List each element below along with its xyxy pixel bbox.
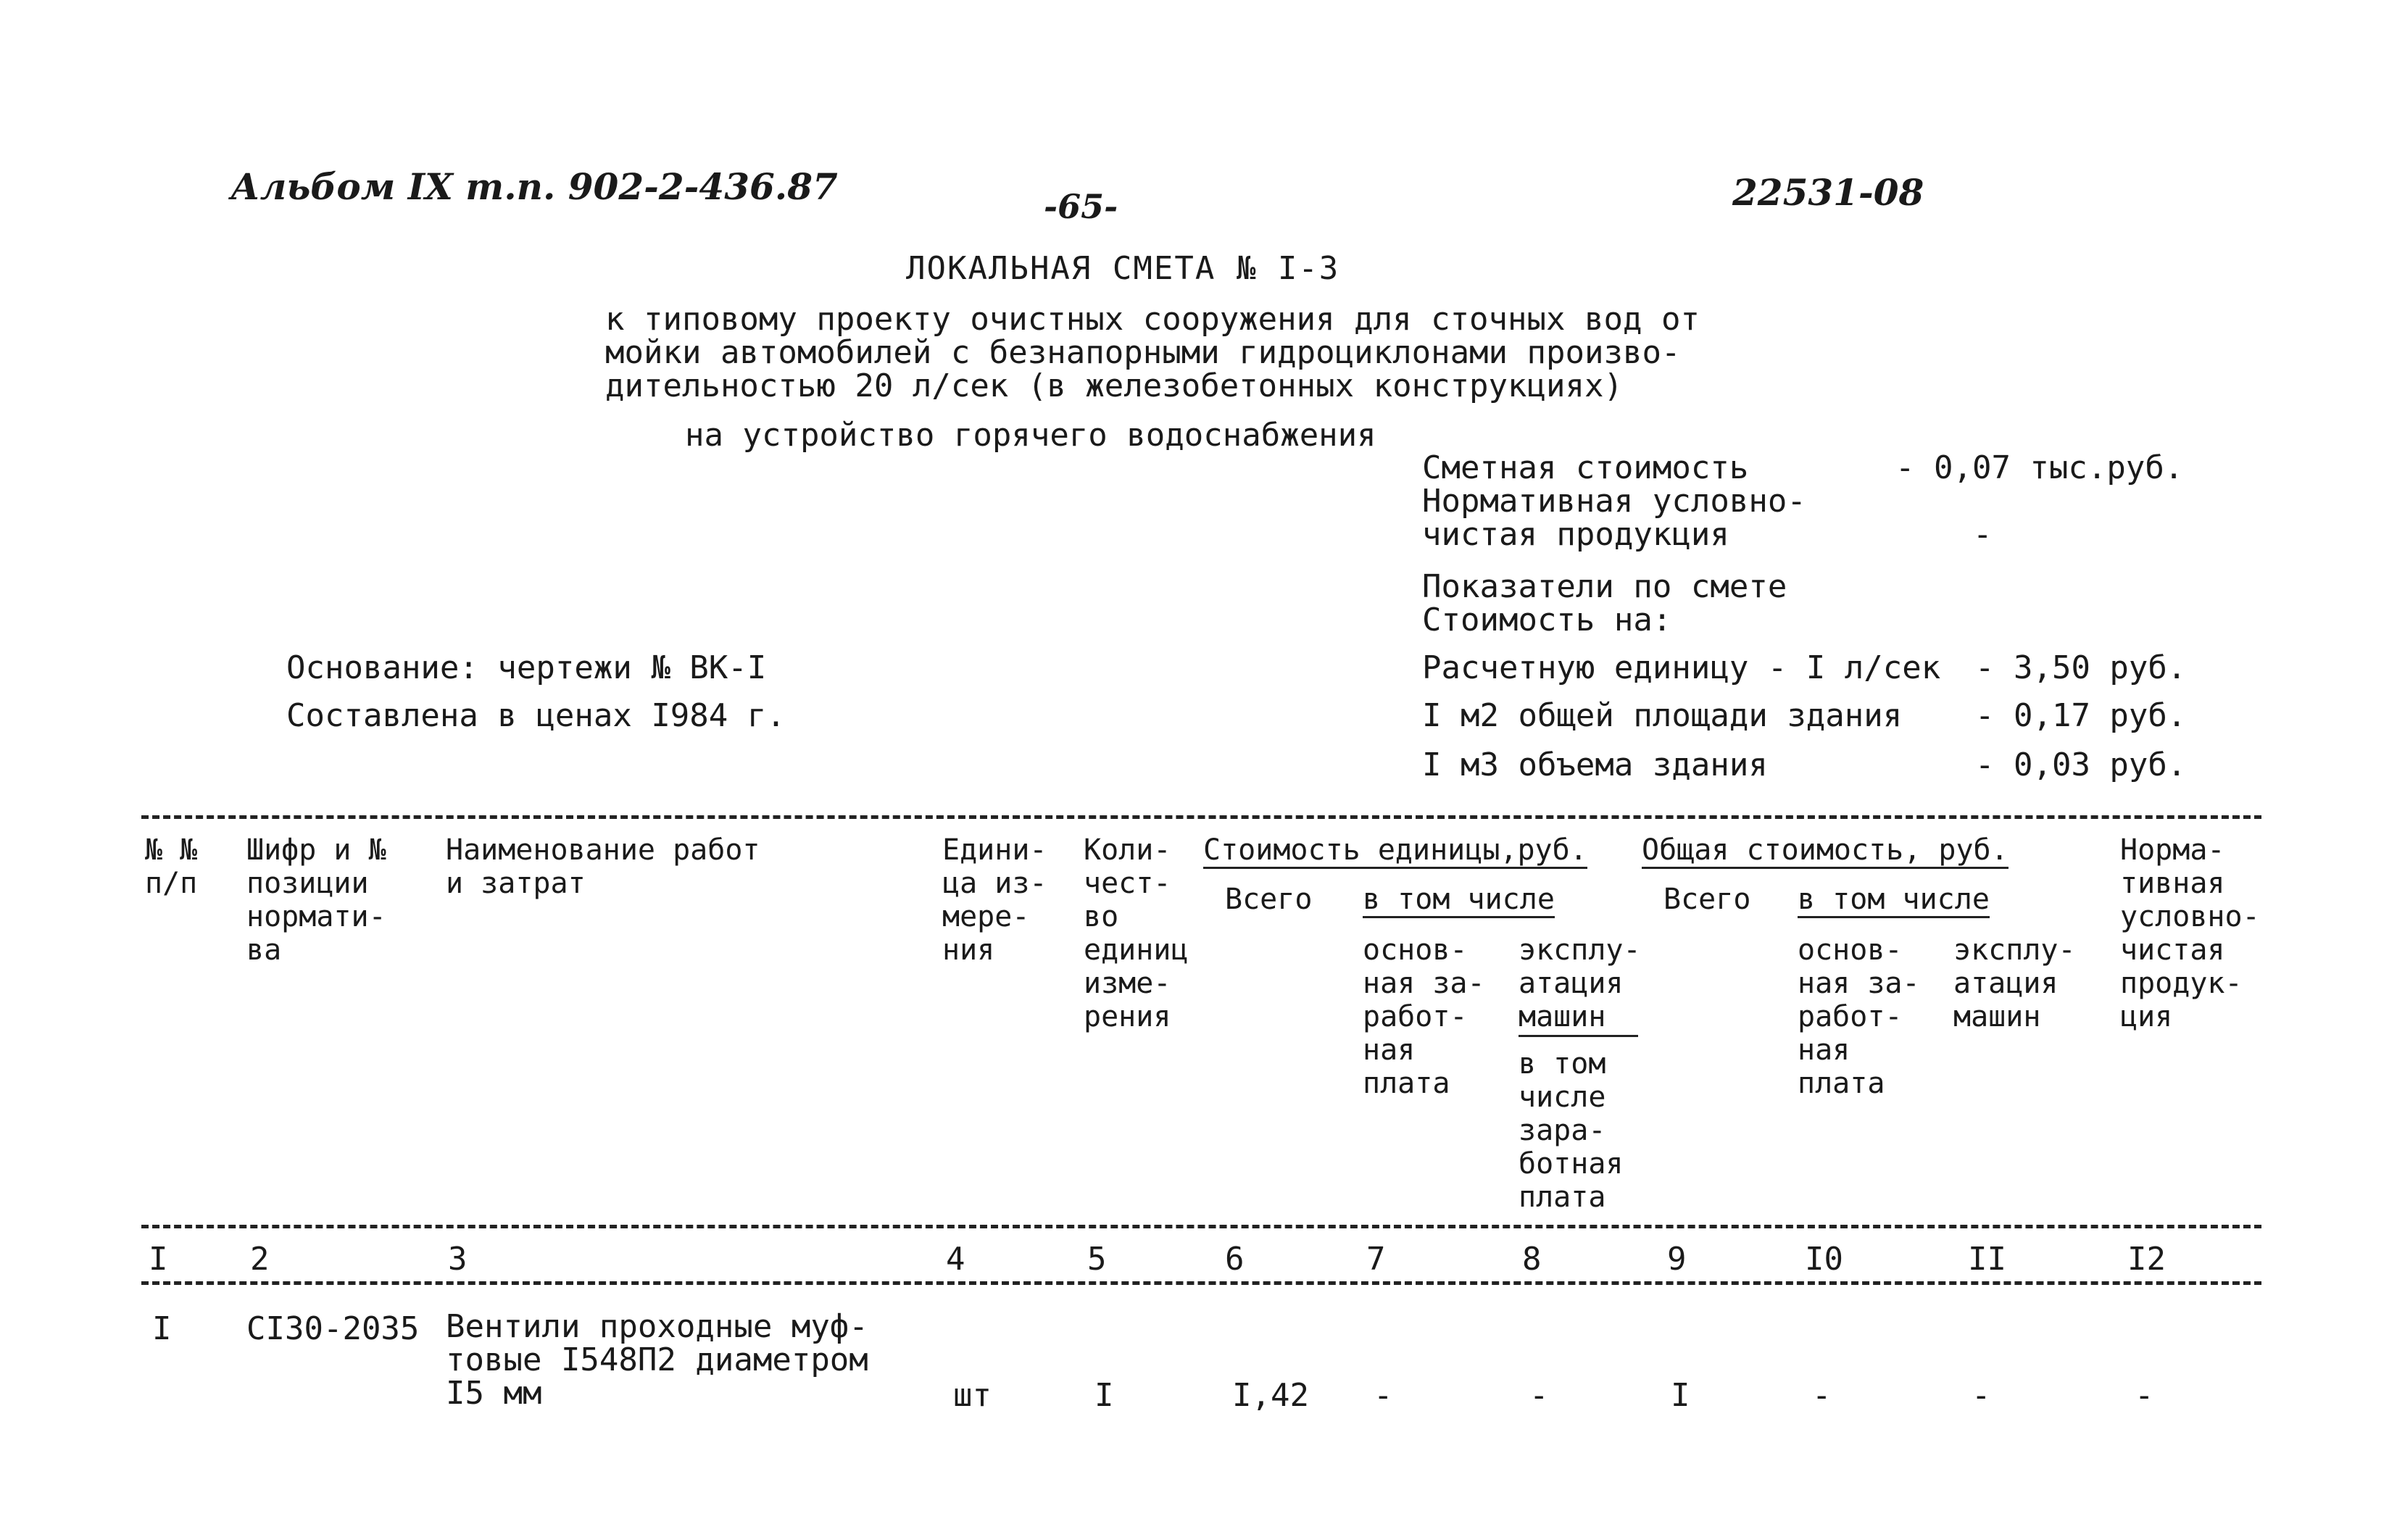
- col-header-unit-total: Всего: [1225, 883, 1313, 916]
- col-header-total-machine: эксплу- атация машин: [1953, 933, 2076, 1033]
- col-header-total-wage: основ- ная за- работ- ная плата: [1798, 933, 1920, 1100]
- col-number: I0: [1805, 1241, 1843, 1278]
- subtitle: [605, 303, 1700, 403]
- col-group-unit-cost: Стоимость единицы,руб.: [1203, 833, 1587, 869]
- col-number: 5: [1087, 1241, 1107, 1278]
- col-subgroup-unit-including: в том числе: [1363, 883, 1555, 918]
- row-total-wage: -: [1812, 1377, 1832, 1414]
- row-unit: шт: [953, 1377, 992, 1414]
- col-subgroup-total-including: в том числе: [1798, 883, 1990, 918]
- col-group-total-cost: Общая стоимость, руб.: [1642, 833, 2008, 869]
- page-number: -65-: [1044, 187, 1118, 226]
- album-reference: Альбом IX т.п. 902-2-436.87: [230, 165, 838, 208]
- row-name: Вентили проходные муф- товые I548П2 диаметром I5 мм: [446, 1308, 868, 1412]
- col-number: I: [149, 1241, 168, 1278]
- row-code: CI30-2035: [246, 1310, 420, 1347]
- cost-label: Сметная стоимость: [1422, 449, 1749, 486]
- col-number: 9: [1667, 1241, 1687, 1278]
- document-code: 22531-08: [1732, 171, 1924, 214]
- volume-cost-label: I м3 объема здания: [1422, 746, 1768, 783]
- col-header-unit: Едини- ца из- мере- ния: [942, 833, 1047, 967]
- subtitle-line: дительностью 20 л/сек (в железобетонных конструкциях): [605, 367, 1623, 404]
- norm-value: -: [1973, 516, 1993, 553]
- col-header-unit-machine: эксплу- атация машин: [1519, 933, 1641, 1033]
- area-cost-value: - 0,17 руб.: [1975, 697, 2187, 734]
- col-header-quantity: Коли- чест- во единиц изме- рения: [1084, 833, 1189, 1033]
- table-top-rule: [141, 815, 2261, 819]
- row-unit-wage: -: [1374, 1377, 1393, 1414]
- col-number: 4: [946, 1241, 965, 1278]
- subtitle-line: мойки автомобилей с безнапорными гидроциклонами произво-: [605, 334, 1681, 371]
- col-number: 3: [448, 1241, 468, 1278]
- basis: Основание: чертежи № ВК-I: [286, 649, 767, 686]
- indicators-label-2: Стоимость на:: [1422, 602, 1672, 638]
- cost-value: - 0,07 тыс.руб.: [1895, 449, 2184, 486]
- volume-cost-value: - 0,03 руб.: [1975, 746, 2187, 783]
- row-number: I: [152, 1310, 172, 1347]
- col-header-normative: Норма- тивная условно- чистая продук- ция: [2120, 833, 2260, 1033]
- purpose: на устройство горячего водоснабжения: [685, 417, 1376, 454]
- row-unit-machine: -: [1529, 1377, 1549, 1414]
- col-number: 6: [1225, 1241, 1245, 1278]
- indicators-label-1: Показатели по смете: [1422, 568, 1787, 605]
- col-number: 8: [1522, 1241, 1542, 1278]
- price-basis: Составлена в ценах I984 г.: [286, 697, 786, 734]
- col-header-unit-wage: основ- ная за- работ- ная плата: [1363, 933, 1485, 1100]
- numbers-bottom-rule: [141, 1281, 2261, 1285]
- unit-cost-label: Расчетную единицу - I л/сек: [1422, 649, 1941, 686]
- row-quantity: I: [1094, 1377, 1114, 1414]
- area-cost-label: I м2 общей площади здания: [1422, 697, 1903, 734]
- col-header-number: № № п/п: [145, 833, 198, 900]
- row-total: I: [1671, 1377, 1690, 1414]
- subtitle-line: к типовому проекту очистных сооружения для сточных вод от: [605, 301, 1700, 338]
- col-header-code: Шифр и № позиции нормати- ва: [246, 833, 386, 967]
- col-header-unit-machine-wage: в том числе зара- ботная плата: [1519, 1047, 1624, 1214]
- norm-label-2: чистая продукция: [1422, 516, 1729, 553]
- col-header-total: Всего: [1663, 883, 1751, 916]
- norm-label-1: Нормативная условно-: [1422, 483, 1806, 520]
- row-total-machine: -: [1972, 1377, 1991, 1414]
- row-normative: -: [2135, 1377, 2154, 1414]
- col-number: I2: [2127, 1241, 2166, 1278]
- unit-cost-value: - 3,50 руб.: [1975, 649, 2187, 686]
- col-number: 7: [1366, 1241, 1386, 1278]
- col-header-name: Наименование работ и затрат: [446, 833, 760, 900]
- col-number: 2: [250, 1241, 270, 1278]
- row-unit-total: I,42: [1232, 1377, 1309, 1414]
- col-number: II: [1968, 1241, 2006, 1278]
- document-title: ЛОКАЛЬНАЯ СМЕТА № I-3: [906, 250, 1340, 287]
- machine-underline: [1519, 1035, 1638, 1037]
- header-bottom-rule: [141, 1225, 2261, 1228]
